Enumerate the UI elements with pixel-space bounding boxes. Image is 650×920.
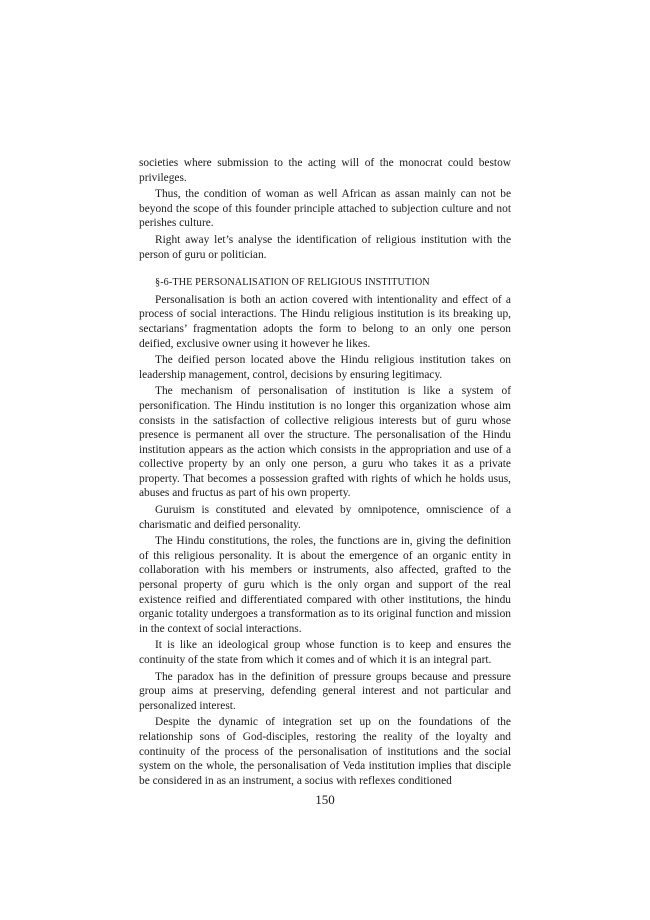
paragraph: Personalisation is both an action covered with intentionality and effect of a process of social interactions. The Hindu religious institution is its breaking up, sectarians’ fragmentation adopts the form to belong to an only one person deified, exclusive owner using it however he likes. [139,293,511,350]
paragraph: Thus, the condition of woman as well African as assan mainly can not be beyond the scope of this founder principle attached to subjection culture and not perishes culture. [139,188,511,230]
paragraph: The paradox has in the definition of pressure groups because and pressure group aims at preserving, defending general interest and not particular and personalized interest. [139,670,511,712]
page-number: 150 [315,792,335,807]
section-heading: §-6-THE PERSONALISATION OF RELIGIOUS INSTITUTION [155,277,430,289]
page-body [139,156,511,790]
paragraph: It is like an ideological group whose function is to keep and ensures the continuity of the state from which it comes and of which it is an integral part. [139,639,511,666]
paragraph: Despite the dynamic of integration set up on the foundations of the relationship sons of God-disciples, restoring the reality of the loyalty and continuity of the process of the personalisation of institutions and the social system on the whole, the personalisation of Veda institution implies that disciple be considered in as an instrument, a socius with reflexes conditioned [139,716,511,787]
paragraph: Right away let’s analyse the identification of religious institution with the person of guru or politician. [139,233,511,261]
paragraph: The Hindu constitutions, the roles, the functions are in, giving the definition of this religious personality. It is about the emergence of an organic entity in collaboration with his members or instruments, also affected, grafted to the personal property of guru which is the only organ and support of the real existence reified and differentiated compared with other institutions, the hindu organic totality undergoes a transformation as to its original function and mission in the context of social interactions. [139,535,511,635]
paragraph-continuation: societies where submission to the acting will of the monocrat could bestow privileges. [139,157,511,184]
paragraph: Guruism is constituted and elevated by omnipotence, omniscience of a charismatic and deified personality. [139,504,511,531]
paragraph: The deified person located above the Hindu religious institution takes on leadership management, control, decisions by ensuring legitimacy. [139,354,511,381]
paragraph: The mechanism of personalisation of institution is like a system of personification. The Hindu institution is no longer this organization whose aim consists in the satisfaction of collective religious interests but of guru whose presence is permanent all over the structure. The personalisation of the Hindu institution appears as the action which consists in the appropriation and use of a collective property by an only one person, a guru who takes it as a private property. That becomes a possession grafted with rights of which he holds usus, abuses and fructus as part of his own property. [139,385,511,500]
